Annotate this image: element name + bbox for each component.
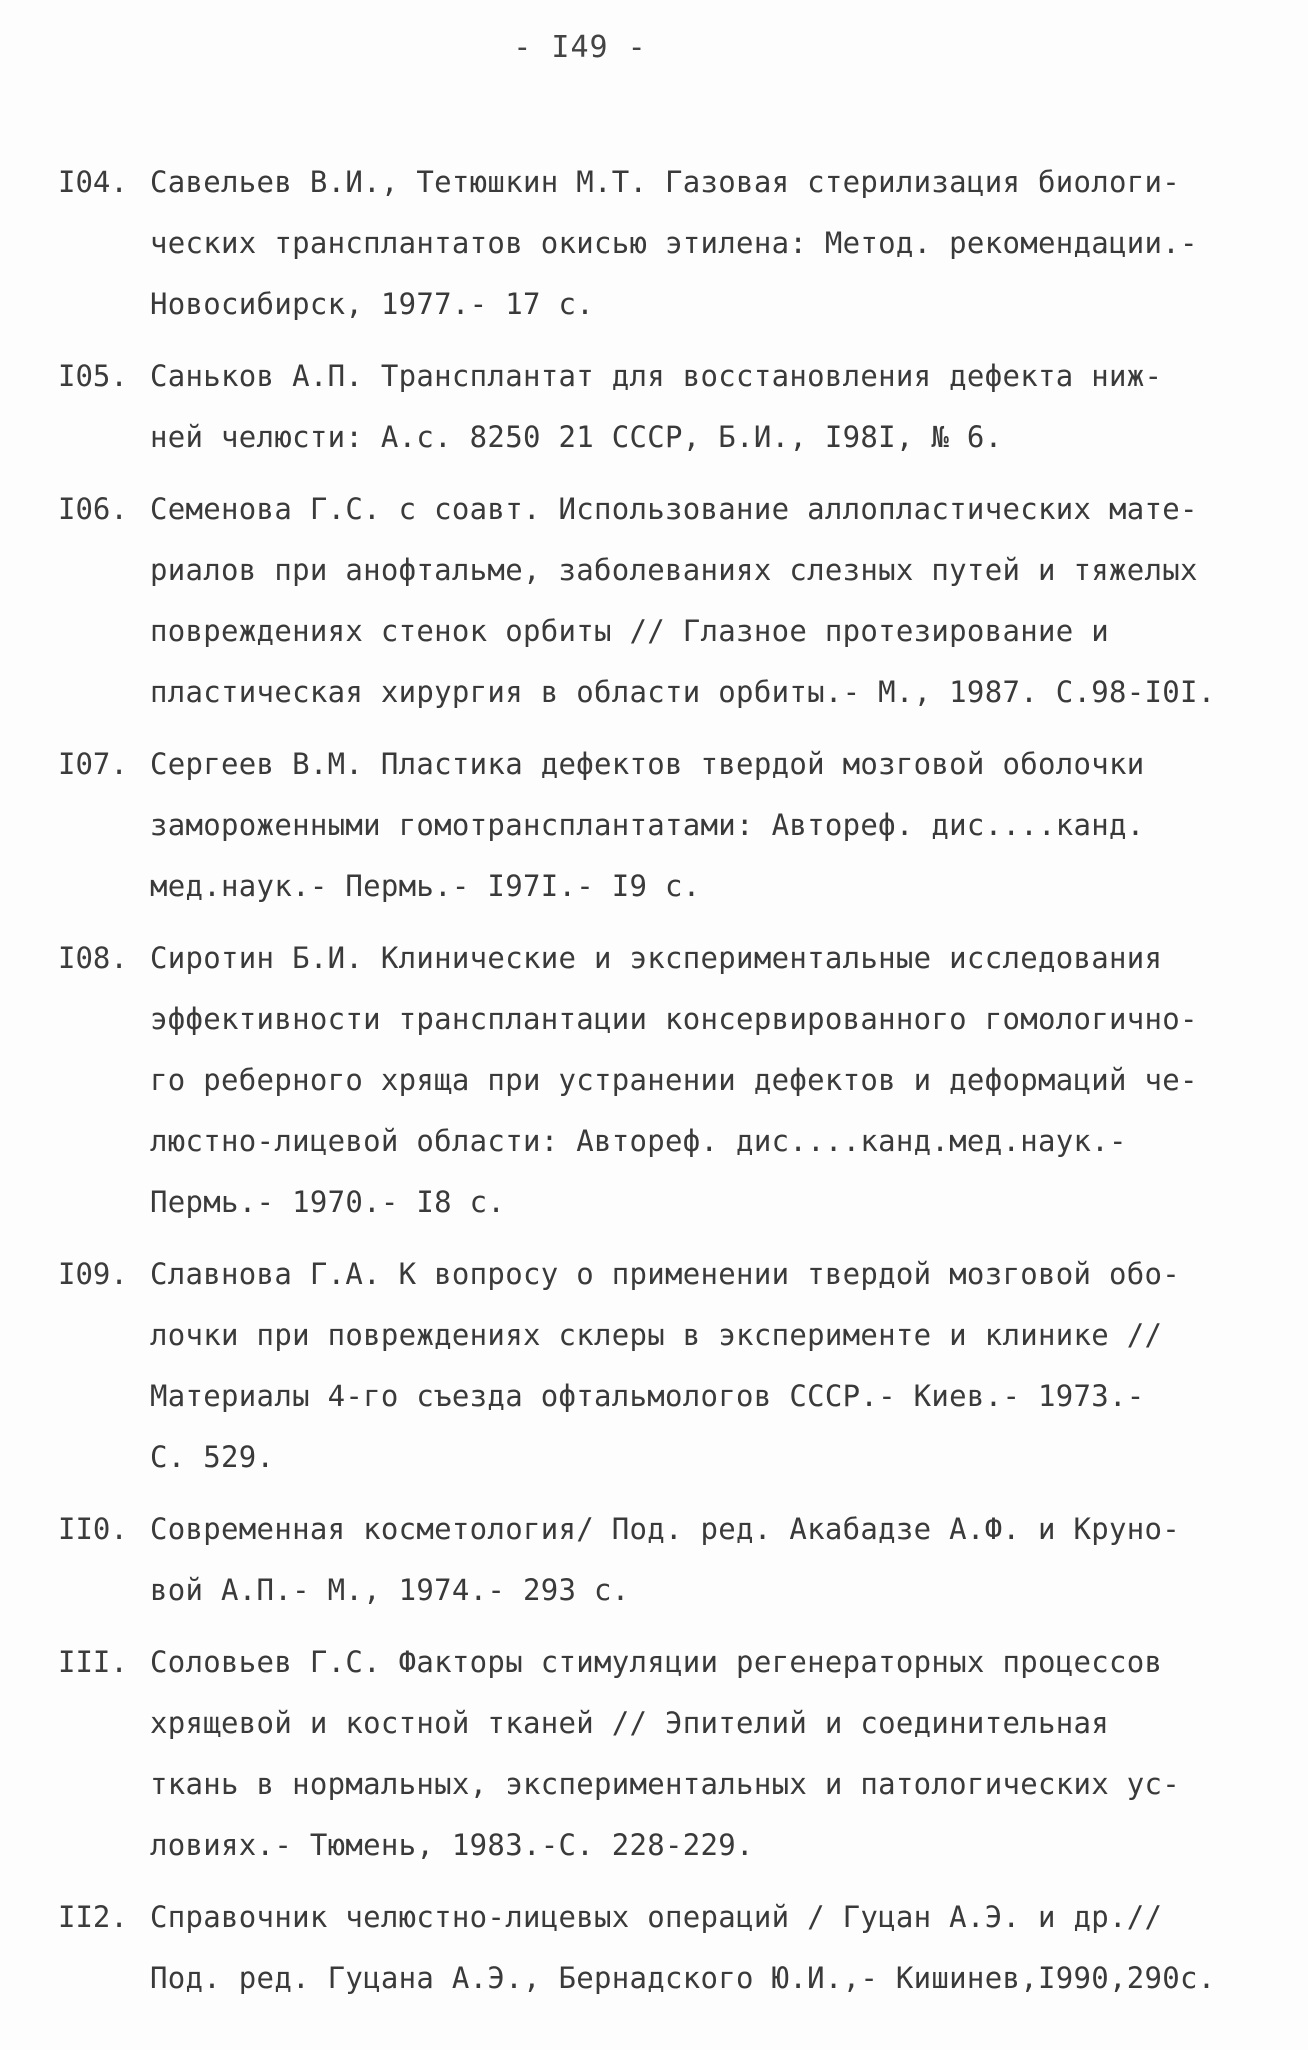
entry-line: Сергеев В.М. Пластика дефектов твердой мозговой оболочки xyxy=(150,747,1145,781)
entry-line: ловиях.- Тюмень, 1983.-С. 228-229. xyxy=(150,1828,754,1862)
entry-line: риалов при анофтальме, заболеваниях слезных путей и тяжелых xyxy=(150,553,1198,587)
entry-line: Семенова Г.С. с соавт. Использование аллопластических мате- xyxy=(150,492,1198,526)
entry-line: Справочник челюстно-лицевых операций / Гуцан А.Э. и др.// xyxy=(150,1900,1163,1934)
entry-text xyxy=(150,479,1258,723)
entry-line: лочки при повреждениях склеры в эксперименте и клинике // xyxy=(150,1318,1163,1352)
entry-line: люстно-лицевой области: Автореф. дис....канд.мед.наук.- xyxy=(150,1124,1127,1158)
bibliography-entry xyxy=(58,1499,1258,1621)
entry-line: ткань в нормальных, экспериментальных и патологических ус- xyxy=(150,1767,1181,1801)
entry-number: I07. xyxy=(58,747,128,781)
entry-line: вой А.П.- М., 1974.- 293 с. xyxy=(150,1573,630,1607)
entry-number: III. xyxy=(58,1645,128,1679)
entry-line: С. 529. xyxy=(150,1440,275,1474)
entry-line: повреждениях стенок орбиты // Глазное протезирование и xyxy=(150,614,1110,648)
entry-text xyxy=(150,152,1258,335)
entry-line: Новосибирск, 1977.- 17 с. xyxy=(150,287,594,321)
bibliography-entry xyxy=(58,152,1258,335)
entry-line: Материалы 4-го съезда офтальмологов СССР.- Киев.- 1973.- xyxy=(150,1379,1145,1413)
entry-text xyxy=(150,1887,1258,2009)
entry-line: мед.наук.- Пермь.- I97I.- I9 с. xyxy=(150,869,701,903)
entry-line: Сиротин Б.И. Клинические и экспериментальные исследования xyxy=(150,941,1163,975)
entry-line: Саньков А.П. Трансплантат для восстановления дефекта ниж- xyxy=(150,359,1163,393)
entry-line: ческих трансплантатов окисью этилена: Метод. рекомендации.- xyxy=(150,226,1198,260)
entry-text xyxy=(150,346,1258,468)
page-number: - I49 - xyxy=(513,30,647,65)
entry-line: эффективности трансплантации консервированного гомологично- xyxy=(150,1002,1198,1036)
bibliography-entry xyxy=(58,734,1258,917)
bibliography-entry xyxy=(58,928,1258,1233)
bibliography-entry xyxy=(58,1632,1258,1876)
entry-text xyxy=(150,1632,1258,1876)
entry-text xyxy=(150,928,1258,1233)
entry-line: го реберного хряща при устранении дефектов и деформаций че- xyxy=(150,1063,1198,1097)
entry-line: Пермь.- 1970.- I8 с. xyxy=(150,1185,506,1219)
entry-line: хрящевой и костной тканей // Эпителий и соединительная xyxy=(150,1706,1110,1740)
bibliography-list xyxy=(58,152,1258,2020)
entry-line: Славнова Г.А. К вопросу о применении твердой мозговой обо- xyxy=(150,1257,1181,1291)
entry-number: I04. xyxy=(58,165,128,199)
bibliography-entry xyxy=(58,479,1258,723)
entry-line: Современная косметология/ Под. ред. Акабадзе А.Ф. и Круно- xyxy=(150,1512,1181,1546)
entry-text xyxy=(150,1244,1258,1488)
entry-line: Савельев В.И., Тетюшкин М.Т. Газовая стерилизация биологи- xyxy=(150,165,1181,199)
entry-number: I06. xyxy=(58,492,128,526)
entry-number: II0. xyxy=(58,1512,128,1546)
entry-number: I09. xyxy=(58,1257,128,1291)
entry-number: I08. xyxy=(58,941,128,975)
entry-text xyxy=(150,1499,1258,1621)
bibliography-entry xyxy=(58,346,1258,468)
bibliography-entry xyxy=(58,1244,1258,1488)
entry-line: Под. ред. Гуцана А.Э., Бернадского Ю.И.,- Кишинев,I990,290с. xyxy=(150,1961,1216,1995)
entry-number: II2. xyxy=(58,1900,128,1934)
bibliography-entry xyxy=(58,1887,1258,2009)
entry-line: ней челюсти: А.с. 8250 21 СССР, Б.И., I98I, № 6. xyxy=(150,420,1003,454)
entry-line: замороженными гомотрансплантатами: Автореф. дис....канд. xyxy=(150,808,1145,842)
entry-line: пластическая хирургия в области орбиты.- М., 1987. С.98-I0I. xyxy=(150,675,1216,709)
entry-number: I05. xyxy=(58,359,128,393)
entry-line: Соловьев Г.С. Факторы стимуляции регенераторных процессов xyxy=(150,1645,1163,1679)
entry-text xyxy=(150,734,1258,917)
